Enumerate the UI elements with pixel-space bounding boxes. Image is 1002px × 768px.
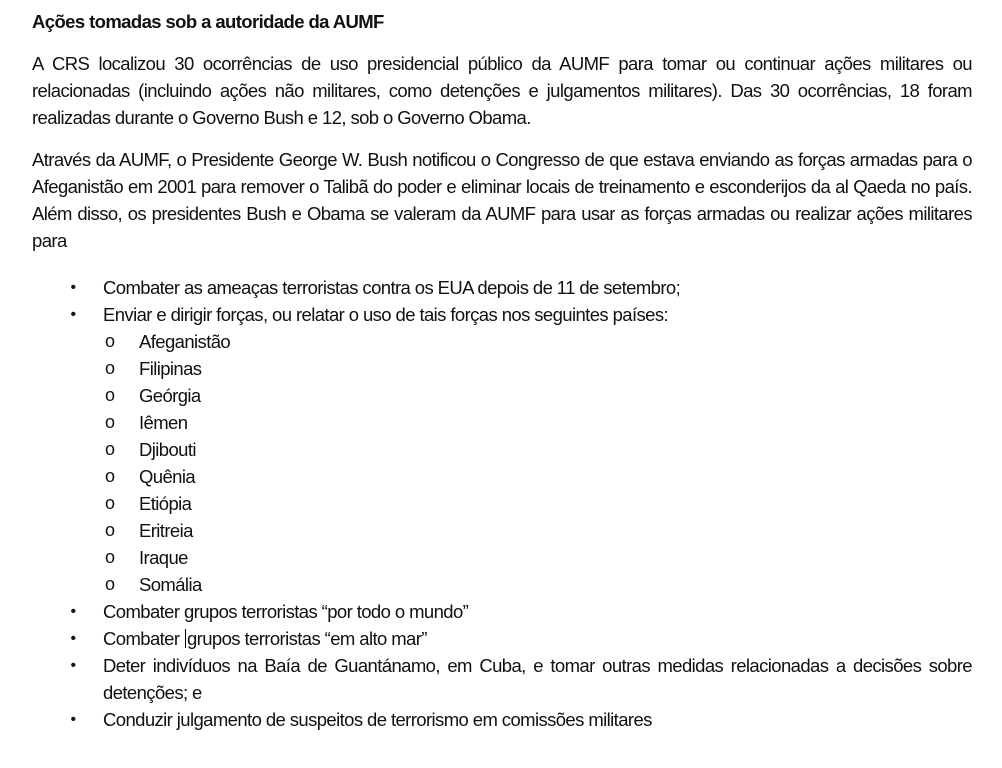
- document-body[interactable]: [32, 8, 972, 733]
- country-name: Djibouti: [139, 439, 196, 460]
- sub-bullet-icon: o: [105, 547, 115, 567]
- bullet-icon: •: [70, 306, 76, 323]
- country-name: Geórgia: [139, 385, 201, 406]
- bullet-icon: •: [70, 603, 76, 620]
- country-item: [103, 544, 972, 571]
- country-name: Quênia: [139, 466, 196, 487]
- country-name: Somália: [139, 574, 202, 595]
- section-heading: Ações tomadas sob a autoridade da AUMF: [32, 11, 384, 32]
- list-item: [32, 652, 972, 706]
- list-item: [32, 706, 972, 733]
- paragraph-aumf-actions: Através da AUMF, o Presidente George W. Bush notificou o Congresso de que estava enviando as forças armadas para o Afeganistão em 2001 para remover o Talibã do poder e eliminar locais de treinamento e esconderijos da al Qaeda no país. Além disso, os presidentes Bush e Obama se valeram da AUMF para usar as forças armadas ou realizar ações militares para: [32, 149, 972, 251]
- bullet-icon: •: [70, 279, 76, 296]
- country-name: Filipinas: [139, 358, 202, 379]
- sub-bullet-icon: o: [105, 358, 115, 378]
- list-item-text: Enviar e dirigir forças, ou relatar o uso de tais forças nos seguintes países:: [103, 304, 669, 325]
- sub-bullet-icon: o: [105, 466, 115, 486]
- country-item: [103, 409, 972, 436]
- list-item-text-start: Combater: [103, 628, 184, 649]
- country-item: [103, 436, 972, 463]
- country-item: [103, 490, 972, 517]
- list-item: [32, 625, 972, 652]
- sub-bullet-icon: o: [105, 331, 115, 351]
- country-list: [103, 328, 972, 598]
- country-name: Eritreia: [139, 520, 193, 541]
- bullet-icon: •: [70, 630, 76, 647]
- sub-bullet-icon: o: [105, 412, 115, 432]
- country-item: [103, 571, 972, 598]
- country-item: [103, 355, 972, 382]
- text-cursor: [185, 629, 186, 648]
- sub-bullet-icon: o: [105, 520, 115, 540]
- list-item-text: Combater grupos terroristas “por todo o mundo”: [103, 601, 469, 622]
- sub-bullet-icon: o: [105, 439, 115, 459]
- bullet-icon: •: [70, 711, 76, 728]
- country-name: Etiópia: [139, 493, 192, 514]
- list-item-text-end: grupos terroristas “em alto mar”: [186, 628, 427, 649]
- country-name: Iraque: [139, 547, 188, 568]
- sub-bullet-icon: o: [105, 574, 115, 594]
- country-item: [103, 517, 972, 544]
- list-item-text: Deter indivíduos na Baía de Guantánamo, em Cuba, e tomar outras medidas relacionadas a decisões sobre detenções; e: [103, 655, 972, 703]
- sub-bullet-icon: o: [105, 493, 115, 513]
- list-item-text: Combater as ameaças terroristas contra os EUA depois de 11 de setembro;: [103, 277, 681, 298]
- list-item: [32, 274, 972, 301]
- bullet-list: [32, 274, 972, 733]
- bullet-icon: •: [70, 657, 76, 674]
- paragraph-crs-occurrences: A CRS localizou 30 ocorrências de uso presidencial público da AUMF para tomar ou continuar ações militares ou relacionadas (incluindo ações não militares, como detenções e julgamentos militares). Das 30 ocorrências, 18 foram realizadas durante o Governo Bush e 12, sob o Governo Obama.: [32, 53, 972, 128]
- country-item: [103, 328, 972, 355]
- list-item-text: Conduzir julgamento de suspeitos de terrorismo em comissões militares: [103, 709, 652, 730]
- country-name: Afeganistão: [139, 331, 231, 352]
- list-item: [32, 598, 972, 625]
- sub-bullet-icon: o: [105, 385, 115, 405]
- country-name: Iêmen: [139, 412, 188, 433]
- country-item: [103, 382, 972, 409]
- list-item: [32, 301, 972, 598]
- country-item: [103, 463, 972, 490]
